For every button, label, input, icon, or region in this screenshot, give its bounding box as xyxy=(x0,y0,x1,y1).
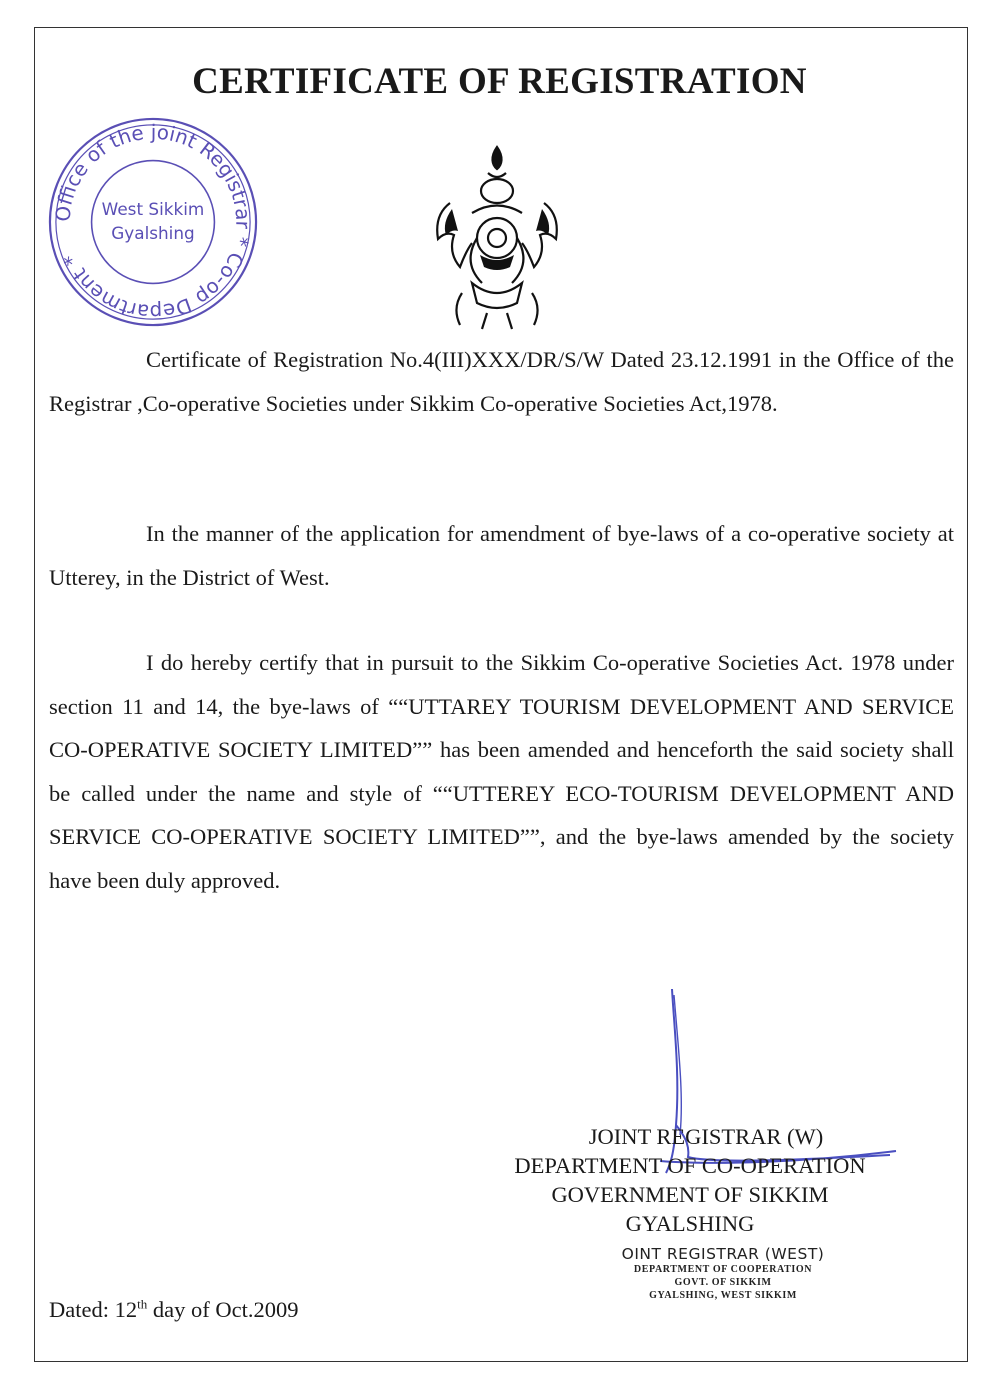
paragraph-certification: I do hereby certify that in pursuit to the Sikkim Co-operative Societies Act. 1978 under section 11 and 14, the bye-laws of ““UTTAREY TOURISM DEVELOPMENT AND SERVICE CO-OPERATIVE SOCIETY LIMITED”” has been amended and henceforth the said society shall be called under the name and style of ““UTTEREY ECO-TOURISM DEVELOPMENT AND SERVICE CO-OPERATIVE SOCIETY LIMITED””, and the bye-laws amended by the society have been duly approved. xyxy=(49,650,954,893)
seal-inner-line1: West Sikkim xyxy=(101,199,205,220)
seal-inner-line2: Gyalshing xyxy=(111,222,195,243)
signatory-block xyxy=(470,1122,910,1238)
office-seal xyxy=(44,113,262,331)
date-ordinal-suffix: th xyxy=(137,1296,148,1312)
paragraph-application: In the manner of the application for amendment of bye-laws of a co-operative society at Utterey, in the District of West. xyxy=(49,521,954,590)
designation-stamp xyxy=(588,1245,858,1302)
seal-outer-text-path: Office of the joint Registrar * Co-op Department * xyxy=(51,120,255,324)
signatory-location: GYALSHING xyxy=(625,1211,755,1236)
signatory-government: GOVERNMENT OF SIKKIM xyxy=(551,1182,829,1207)
paragraph-registration-details: Certificate of Registration No.4(III)XXX/DR/S/W Dated 23.12.1991 in the Office of the Registrar ,Co-operative Societies under Sikkim Co-operative Societies Act,1978. xyxy=(49,347,954,416)
date-prefix: Dated: 12 xyxy=(49,1297,138,1322)
stamp-line1: OINT REGISTRAR (WEST) xyxy=(621,1245,825,1263)
sikkim-state-emblem-icon xyxy=(432,143,562,333)
stamp-line4: GYALSHING, WEST SIKKIM xyxy=(649,1290,797,1301)
stamp-line3: GOVT. OF SIKKIM xyxy=(674,1277,772,1288)
signatory-department: DEPARTMENT OF CO-OPERATION xyxy=(514,1153,866,1178)
certificate-title: CERTIFICATE OF REGISTRATION xyxy=(192,61,807,102)
date-line xyxy=(49,1297,298,1323)
signatory-title: JOINT REGISTRAR (W) xyxy=(588,1124,824,1149)
stamp-line2: DEPARTMENT OF COOPERATION xyxy=(633,1264,813,1275)
date-suffix: day of Oct.2009 xyxy=(147,1297,299,1322)
